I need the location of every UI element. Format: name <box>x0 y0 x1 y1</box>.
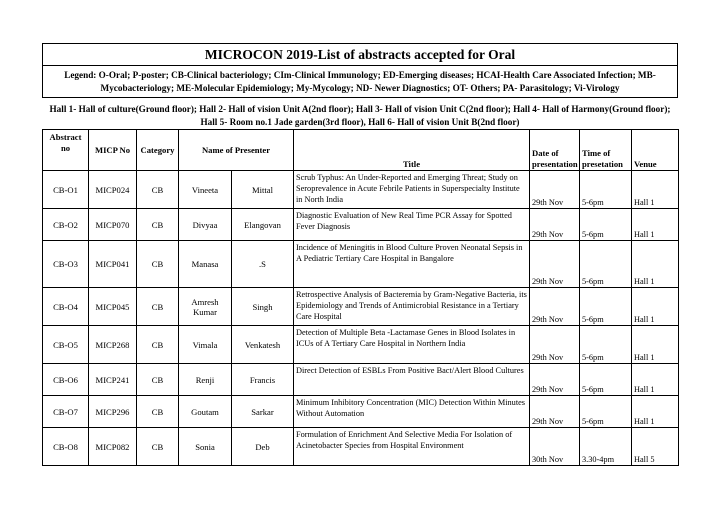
venue-cell: Hall 1 <box>632 241 679 288</box>
table-row <box>43 288 679 326</box>
abstract-no-cell: CB-O1 <box>43 171 89 209</box>
venue-cell: Hall 1 <box>632 288 679 326</box>
micp-no-cell: MICP082 <box>89 428 137 466</box>
presenter-last-name-cell: .S <box>232 241 294 288</box>
table-row <box>43 171 679 209</box>
presenter-last-name-cell: Venkatesh <box>232 326 294 364</box>
category-cell: CB <box>137 396 179 428</box>
presenter-first-name-cell: Manasa <box>179 241 232 288</box>
presenter-first-name-cell: Sonia <box>179 428 232 466</box>
time-cell: 3.30-4pm <box>580 428 632 466</box>
table-row <box>43 326 679 364</box>
header-presenter: Name of Presenter <box>179 130 294 171</box>
header-box <box>42 43 678 98</box>
date-cell: 29th Nov <box>530 326 580 364</box>
time-cell: 5-6pm <box>580 396 632 428</box>
presenter-first-name-cell: Vineeta <box>179 171 232 209</box>
category-cell: CB <box>137 209 179 241</box>
micp-no-cell: MICP024 <box>89 171 137 209</box>
header-category: Category <box>137 130 179 171</box>
abstracts-table <box>42 129 679 466</box>
date-cell: 29th Nov <box>530 171 580 209</box>
table-row <box>43 241 679 288</box>
presenter-last-name-cell: Sarkar <box>232 396 294 428</box>
category-cell: CB <box>137 326 179 364</box>
date-cell: 29th Nov <box>530 209 580 241</box>
date-cell: 29th Nov <box>530 364 580 396</box>
title-cell: Minimum Inhibitory Concentration (MIC) Detection Within Minutes Without Automation <box>294 396 530 428</box>
micp-no-cell: MICP241 <box>89 364 137 396</box>
category-cell: CB <box>137 171 179 209</box>
title-cell: Retrospective Analysis of Bacteremia by Gram-Negative Bacteria, its Epidemiology and Trends of Antimicrobial Resistance in a Tertiary Care Hospital <box>294 288 530 326</box>
venue-cell: Hall 1 <box>632 364 679 396</box>
abstract-no-cell: CB-O7 <box>43 396 89 428</box>
abstract-no-cell: CB-O2 <box>43 209 89 241</box>
date-cell: 29th Nov <box>530 241 580 288</box>
table-row <box>43 396 679 428</box>
micp-no-cell: MICP296 <box>89 396 137 428</box>
presenter-last-name-cell: Mittal <box>232 171 294 209</box>
category-cell: CB <box>137 428 179 466</box>
micp-no-cell: MICP041 <box>89 241 137 288</box>
title-cell: Direct Detection of ESBLs From Positive Bact/Alert Blood Cultures <box>294 364 530 396</box>
micp-no-cell: MICP268 <box>89 326 137 364</box>
document-page <box>42 43 678 466</box>
table-row <box>43 209 679 241</box>
venue-cell: Hall 1 <box>632 326 679 364</box>
title-cell: Scrub Typhus: An Under-Reported and Emerging Threat; Study on Seroprevalence in Acute Febrile Patients in Superspecialty Institute in North India <box>294 171 530 209</box>
presenter-last-name-cell: Deb <box>232 428 294 466</box>
venue-cell: Hall 1 <box>632 396 679 428</box>
category-cell: CB <box>137 364 179 396</box>
title-cell: Detection of Multiple Beta -Lactamase Genes in Blood Isolates in ICUs of A Tertiary Care Hospital in Northern India <box>294 326 530 364</box>
abstract-no-cell: CB-O4 <box>43 288 89 326</box>
table-row <box>43 364 679 396</box>
header-title: Title <box>294 130 530 171</box>
presenter-first-name-cell: Amresh Kumar <box>179 288 232 326</box>
venue-cell: Hall 1 <box>632 209 679 241</box>
table-row <box>43 428 679 466</box>
abstract-no-cell: CB-O5 <box>43 326 89 364</box>
header-venue: Venue <box>632 130 679 171</box>
micp-no-cell: MICP070 <box>89 209 137 241</box>
time-cell: 5-6pm <box>580 241 632 288</box>
category-cell: CB <box>137 241 179 288</box>
title-cell: Diagnostic Evaluation of New Real Time PCR Assay for Spotted Fever Diagnosis <box>294 209 530 241</box>
table-header-row <box>43 130 679 171</box>
time-cell: 5-6pm <box>580 364 632 396</box>
micp-no-cell: MICP045 <box>89 288 137 326</box>
date-cell: 29th Nov <box>530 288 580 326</box>
presenter-last-name-cell: Singh <box>232 288 294 326</box>
date-cell: 29th Nov <box>530 396 580 428</box>
abstract-no-cell: CB-O3 <box>43 241 89 288</box>
time-cell: 5-6pm <box>580 288 632 326</box>
document-title: MICROCON 2019-List of abstracts accepted for Oral <box>43 44 677 66</box>
table-body <box>43 171 679 466</box>
venue-cell: Hall 5 <box>632 428 679 466</box>
category-cell: CB <box>137 288 179 326</box>
time-cell: 5-6pm <box>580 209 632 241</box>
halls-note: Hall 1- Hall of culture(Ground floor); Hall 2- Hall of vision Unit A(2nd floor); Hall 3- Hall of vision Unit C(2nd floor); Hall 4- Hall of Harmony(Ground floor); Hall 5- Room no.1 Jade garden(3rd floor), Hall 6- Hall of vision Unit B(2nd floor) <box>49 104 671 127</box>
header-micp-no: MICP No <box>89 130 137 171</box>
title-cell: Formulation of Enrichment And Selective Media For Isolation of Acinetobacter Species from Hospital Environment <box>294 428 530 466</box>
abstract-no-cell: CB-O8 <box>43 428 89 466</box>
header-date: Date of presentation <box>530 130 580 171</box>
presenter-first-name-cell: Vimala <box>179 326 232 364</box>
time-cell: 5-6pm <box>580 326 632 364</box>
presenter-first-name-cell: Renji <box>179 364 232 396</box>
header-abstract-no: Abstract no <box>43 130 89 171</box>
presenter-last-name-cell: Elangovan <box>232 209 294 241</box>
legend-text: Legend: O-Oral; P-poster; CB-Clinical bacteriology; CIm-Clinical Immunology; ED-Emerging diseases; HCAI-Health Care Associated Infection; MB-Mycobacteriology; ME-Molecular Epidemiology; My-Mycology; ND- Newer Diagnostics; OT- Others; PA- Parasitology; Vi-Virology <box>64 70 656 93</box>
venue-cell: Hall 1 <box>632 171 679 209</box>
abstract-no-cell: CB-O6 <box>43 364 89 396</box>
time-cell: 5-6pm <box>580 171 632 209</box>
presenter-first-name-cell: Goutam <box>179 396 232 428</box>
date-cell: 30th Nov <box>530 428 580 466</box>
title-cell: Incidence of Meningitis in Blood Culture Proven Neonatal Sepsis in A Pediatric Tertiary Care Hospital in Bangalore <box>294 241 530 288</box>
presenter-last-name-cell: Francis <box>232 364 294 396</box>
presenter-first-name-cell: Divyaa <box>179 209 232 241</box>
header-time: Time of presetation <box>580 130 632 171</box>
